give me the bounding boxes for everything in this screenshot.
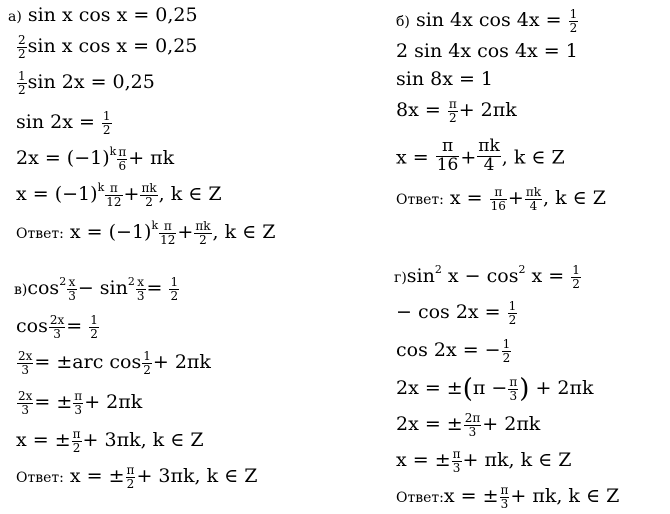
fraction: $\frac{\pi}{3}$ — [500, 483, 509, 511]
fraction: $\frac{\pi}{2}$ — [448, 97, 457, 125]
fraction: $\frac{2x}{3}$ — [49, 313, 65, 341]
fraction: $\frac{2x}{3}$ — [18, 389, 33, 417]
fraction: $\frac{\pi}{3}$ — [452, 447, 461, 475]
fraction: $\frac{1}{2}$ — [170, 275, 179, 303]
part-d-label: г) — [394, 270, 407, 287]
part-b-line-2: 2 sin 4x cos 4x = 1 — [396, 40, 578, 62]
part-d-line-1: $г)\sin^2$ $x - \cos^2 x$ = $\frac{1}{2}$ — [394, 263, 580, 291]
part-a-label: а) — [8, 9, 22, 25]
part-a-line-3: $\frac{1}{2}$ sin 2x = 0,25 — [18, 69, 155, 97]
part-d-line-2: − cos 2x = $\frac{1}{2}$ — [396, 299, 517, 327]
fraction: $\frac{1}{2}$ — [102, 109, 111, 137]
fraction: $\frac{1}{2}$ — [508, 299, 517, 327]
part-a-answer: Ответ: $x = (-1)^k$ $\frac{\pi}{12}$ + $\frac{\pi k}{2}$ , k ∈ Z — [16, 219, 276, 247]
fraction: $\frac{1}{2}$ — [569, 7, 578, 35]
answer-label: Ответ: — [396, 490, 444, 507]
fraction: $\frac{\pi k}{4}$ — [525, 185, 542, 213]
fraction: $\frac{\pi}{2}$ — [72, 427, 81, 455]
fraction: $\frac{1}{2}$ — [143, 349, 151, 377]
fraction: $\frac{1}{2}$ — [502, 337, 511, 365]
fraction: $\frac{\pi}{2}$ — [126, 463, 135, 491]
fraction: $\frac{x}{3}$ — [136, 275, 145, 303]
part-b-line-4: 8x = $\frac{\pi}{2}$ + 2πk — [396, 97, 517, 125]
fraction: $\frac{\pi}{6}$ — [118, 145, 127, 173]
fraction: $\frac{\pi}{16}$ — [490, 185, 506, 213]
part-b-answer: Ответ: x = $\frac{\pi}{16}$ + $\frac{\pi k}{4}$ , k ∈ Z — [396, 185, 606, 213]
fraction: $\frac{\pi}{16}$ — [436, 136, 459, 175]
part-c-line-5: x = ± $\frac{\pi}{2}$ + 3πk, k ∈ Z — [16, 427, 204, 455]
part-d-answer: Ответ:x = ± $\frac{\pi}{3}$ + πk, k ∈ Z — [396, 483, 620, 511]
part-a-line-4: sin 2x = $\frac{1}{2}$ — [16, 109, 111, 137]
part-d-line-4: 2x = ±(π − $\frac{\pi}{3}$ ) + 2πk — [396, 374, 594, 405]
part-a-line-2: $\frac{2}{2}$ sin x cos x = 0,25 — [18, 33, 198, 61]
part-a-line-5: $2x = (-1)^k$ $\frac{\pi}{6}$ + πk — [16, 145, 175, 173]
part-d-line-5: 2x = ± $\frac{2\pi}{3}$ + 2πk — [396, 411, 541, 439]
fraction: $\frac{2x}{3}$ — [18, 349, 33, 377]
fraction: $\frac{x}{3}$ — [68, 275, 76, 303]
fraction: $\frac{\pi k}{2}$ — [141, 181, 157, 209]
part-c-line-4: $\frac{2x}{3}$ = ± $\frac{\pi}{3}$ + 2πk — [18, 389, 143, 417]
answer-label: Ответ: — [16, 470, 64, 487]
part-c-line-2: cos $\frac{2x}{3}$ = $\frac{1}{2}$ — [16, 313, 98, 341]
part-b-line-3: sin 8x = 1 — [396, 68, 493, 90]
fraction: $\frac{\pi}{3}$ — [509, 375, 518, 403]
part-a-line-1: а) sin x cos x = 0,25 — [8, 4, 198, 26]
part-b-line-5: x = $\frac{\pi}{16}$ + $\frac{\pi k}{4}$ , k ∈ Z — [396, 136, 565, 175]
fraction: $\frac{\pi}{12}$ — [106, 181, 122, 209]
part-c-label: в) — [14, 282, 28, 299]
answer-label: Ответ: — [396, 192, 444, 209]
fraction: $\frac{\pi}{12}$ — [160, 219, 176, 247]
part-c-line-1: $в)\cos^2$ $\frac{x}{3}$ − $\sin^2$ $\frac{x}{3}$ = $\frac{1}{2}$ — [14, 275, 179, 303]
fraction: $\frac{\pi k}{4}$ — [478, 136, 500, 175]
part-a-line-6: $x = (-1)^k$ $\frac{\pi}{12}$ + $\frac{\pi k}{2}$ , k ∈ Z — [16, 181, 222, 209]
part-c-line-3: $\frac{2x}{3}$ = ±arc cos $\frac{1}{2}$ + 2πk — [18, 349, 211, 377]
fraction: $\frac{\pi}{3}$ — [74, 389, 83, 417]
fraction: $\frac{1}{2}$ — [572, 263, 580, 291]
part-b-line-1: б) sin 4x cos 4x = $\frac{1}{2}$ — [396, 7, 578, 35]
part-c-answer: Ответ: x = ± $\frac{\pi}{2}$ + 3πk, k ∈ Z — [16, 463, 258, 491]
fraction: $\frac{\pi k}{2}$ — [195, 219, 211, 247]
part-d-line-6: x = ± $\frac{\pi}{3}$ + πk, k ∈ Z — [396, 447, 572, 475]
fraction: $\frac{2}{2}$ — [18, 33, 26, 61]
answer-label: Ответ: — [16, 226, 64, 243]
fraction: $\frac{1}{2}$ — [18, 69, 26, 97]
fraction: $\frac{1}{2}$ — [90, 313, 98, 341]
part-d-line-3: cos 2x = − $\frac{1}{2}$ — [396, 337, 511, 365]
part-b-label: б) — [396, 14, 410, 31]
fraction: $\frac{2\pi}{3}$ — [464, 411, 481, 439]
